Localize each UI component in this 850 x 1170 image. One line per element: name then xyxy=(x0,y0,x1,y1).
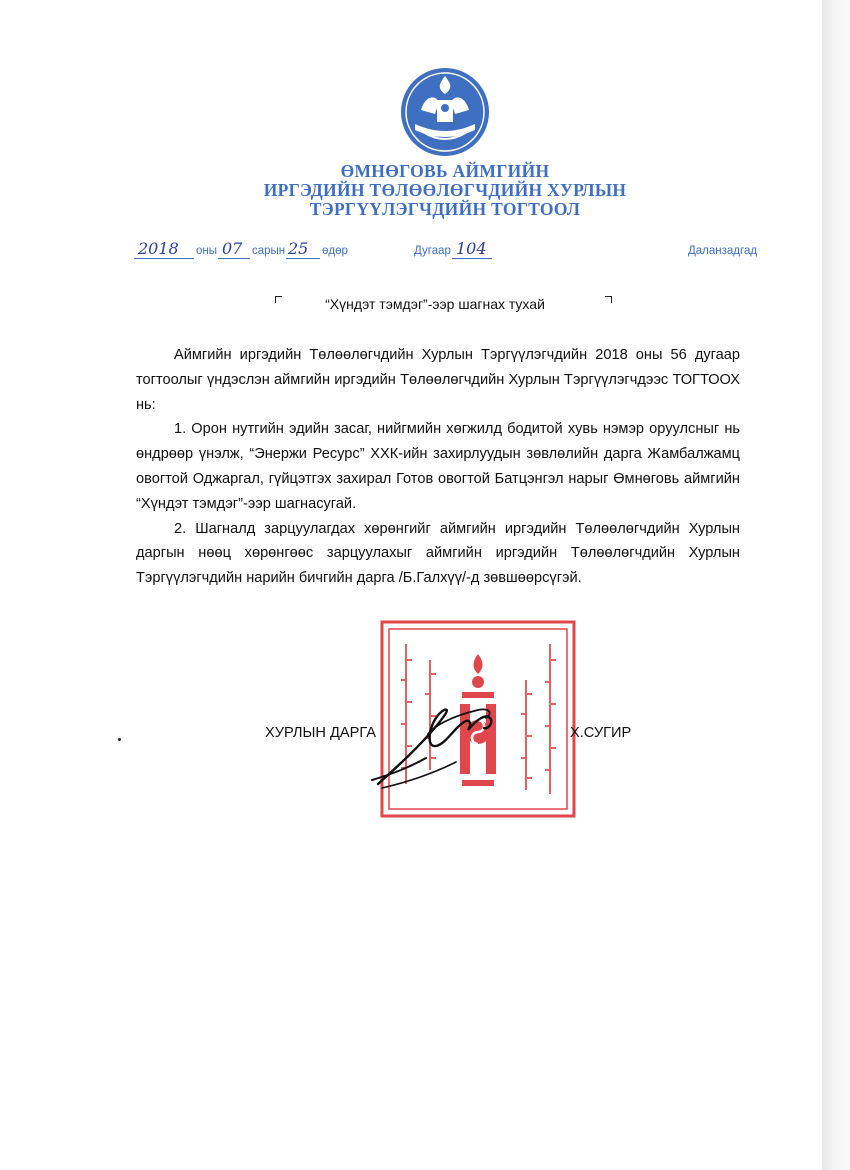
subject-corner-left xyxy=(275,296,282,303)
meta-day-suffix: өдөр xyxy=(322,245,348,257)
chair-name: Х.СУГИР xyxy=(570,725,632,741)
header-line-3: ТЭРГҮҮЛЭГЧДИЙН ТОГТООЛ xyxy=(309,199,581,219)
meta-number-label: Дугаар xyxy=(414,245,451,257)
scan-speck xyxy=(118,738,121,741)
meta-day: 25 xyxy=(288,239,309,258)
meta-year: 2018 xyxy=(138,239,179,258)
item-1-paragraph: 1. Орон нутгийн эдийн засаг, нийгмийн хөгжилд бодитой хувь нэмэр оруулсныг нь өндрөөр үнэлж, “Энержи Ресурс” ХХК-ийн захирлуудын зөвлөлийн дарга Жамбалжамц овогтой Оджаргал, гүйцэтгэх захирал Готов овогтой Батцэнгэл нарыг Өмнөговь аймгийн “Хүндэт тэмдэг”-ээр шагнасугай. xyxy=(136,421,740,512)
intro-paragraph: Аймгийн иргэдийн Төлөөлөгчдийн Хурлын Тэргүүлэгчдийн 2018 оны 56 дугаар тогтоолыг үндэслэн аймгийн иргэдийн Төлөөлөгчдийн Хурлын Тэргүүлэгчдээс ТОГТООХ нь: xyxy=(136,347,740,413)
resolution-body xyxy=(136,343,740,591)
header-line-1: ӨМНӨГОВЬ АЙМГИЙН xyxy=(340,161,550,181)
item-2-paragraph: 2. Шагналд зарцуулагдах хөрөнгийг аймгийн иргэдийн Төлөөлөгчдийн Хурлын даргын нөөц хөрөнгөөс зарцуулахыг аймгийн иргэдийн Төлөөлөгчдийн Хурлын Тэргүүлэгчдийн нарийн бичгийн дарга /Б.Галхүү/-д зөвшөөрсүгэй. xyxy=(136,520,740,587)
page-edge-shadow xyxy=(822,0,850,1170)
meta-place: Даланзадгад xyxy=(688,245,758,257)
document-meta-line xyxy=(0,239,822,263)
handwritten-signature xyxy=(368,688,508,796)
meta-number: 104 xyxy=(456,239,487,258)
meta-month: 07 xyxy=(222,239,243,258)
chair-title: ХУРЛЫН ДАРГА xyxy=(265,725,377,741)
subject-title: “Хүндэт тэмдэг”-ээр шагнах тухай xyxy=(325,296,545,312)
meta-year-suffix: оны xyxy=(196,245,218,257)
subject-corner-right xyxy=(605,296,612,303)
header-line-2: ИРГЭДИЙН ТӨЛӨӨЛӨГЧДИЙН ХУРЛЫН xyxy=(263,180,627,200)
meta-month-suffix: сарын xyxy=(252,245,286,257)
state-emblem-icon xyxy=(399,66,491,158)
